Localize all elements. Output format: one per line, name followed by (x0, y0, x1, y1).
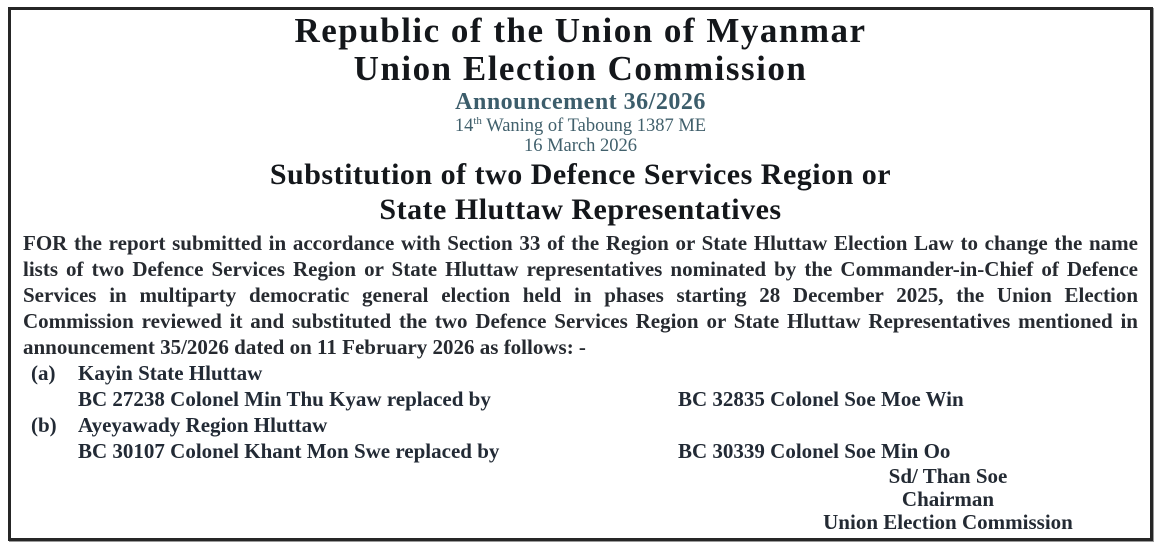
document-content (11, 10, 1150, 533)
substitution-b-title (23, 412, 1138, 438)
substitution-b-replacement: BC 30339 Colonel Soe Min Oo (678, 439, 951, 463)
myanmar-date-rest: Waning of Taboung 1387 ME (481, 116, 707, 136)
substitution-b-row (23, 438, 1138, 464)
org-title-line2: Union Election Commission (353, 49, 808, 88)
substitution-b-marker: (b) (31, 413, 57, 437)
announcement-document (8, 7, 1153, 541)
substitution-a-title (23, 360, 1138, 386)
subject-line1: Substitution of two Defence Services Region or (269, 158, 892, 191)
substitution-b-replaced: BC 30107 Colonel Khant Mon Swe replaced by (78, 439, 500, 463)
org-title-line1: Republic of the Union of Myanmar (294, 11, 867, 50)
substitution-a-replacement: BC 32835 Colonel Soe Moe Win (678, 387, 964, 411)
substitution-a-hluttaw: Kayin State Hluttaw (78, 361, 263, 385)
substitution-a-marker: (a) (31, 361, 56, 385)
signature-title: Chairman (901, 487, 995, 511)
body-paragraph: FOR the report submitted in accordance with Section 33 of the Region or State Hluttaw Election Law to change the name lists of two Defence Services Region or State Hluttaw representatives nominated by the Commander-in-Chief of Defence Services in multiparty democratic general election held in phases starting 28 December 2025, the Union Election Commission reviewed it and substituted the two Defence Services Region or State Hluttaw Representatives mentioned in announcement 35/2026 dated on 11 February 2026 as follows: - (23, 231, 1138, 359)
myanmar-date-ordinal: th (473, 114, 482, 127)
subject-line2: State Hluttaw Representatives (379, 193, 782, 226)
substitution-a-replaced: BC 27238 Colonel Min Thu Kyaw replaced by (78, 387, 491, 411)
myanmar-date-day: 14 (454, 116, 474, 136)
signature-org: Union Election Commission (823, 510, 1073, 534)
signature-signed: Sd/ Than Soe (888, 464, 1008, 488)
myanmar-date (23, 116, 1138, 136)
announcement-number: Announcement 36/2026 (455, 89, 706, 115)
gregorian-date: 16 March 2026 (523, 136, 638, 156)
substitution-a-row (23, 386, 1138, 412)
substitution-b-hluttaw: Ayeyawady Region Hluttaw (78, 413, 328, 437)
signature-block (773, 466, 1123, 533)
